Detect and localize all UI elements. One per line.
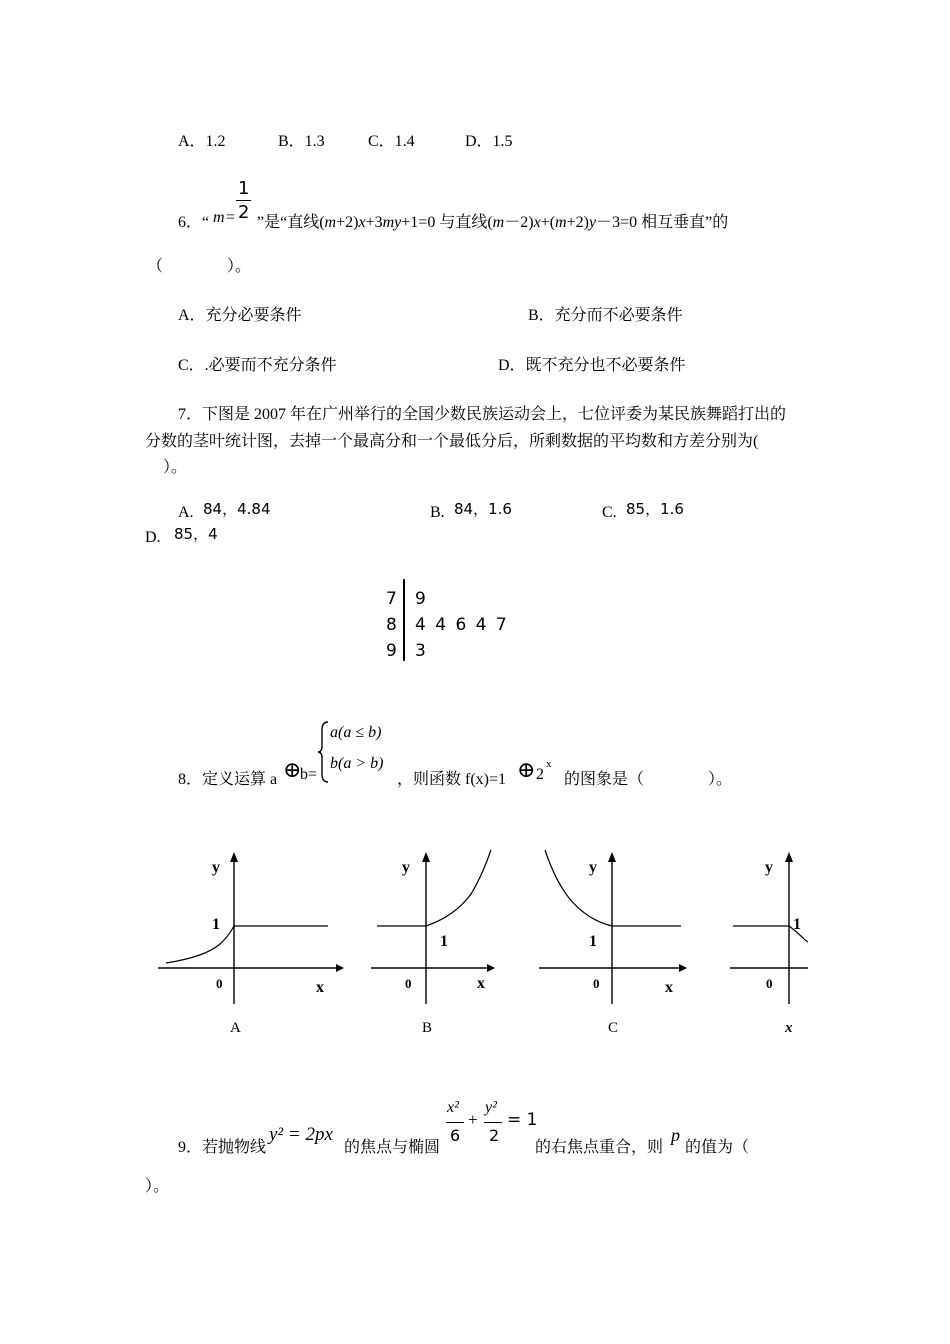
ellipse-rhs: = 1 [507, 1110, 538, 1130]
q8-middle: ，则函数 f(x)=1 [397, 771, 507, 788]
q7-option-b-value: 84，1.6 [454, 500, 512, 518]
q8-prefix: 8．定义运算 a [178, 771, 278, 788]
origin-label: 0 [766, 976, 773, 991]
stem-value: 8 [386, 615, 397, 635]
q6-option-c: C．.必要而不充分条件 [178, 357, 337, 374]
x-axis-arrow-icon [336, 964, 344, 972]
q6-option-a: A．充分必要条件 [178, 307, 302, 324]
stem-column [386, 586, 396, 664]
graph-label: A [230, 1020, 241, 1036]
graph-label: B [422, 1020, 433, 1036]
q7-option-c-letter: C. [602, 504, 617, 521]
parabola-equation: y² = 2px [269, 1124, 333, 1145]
value-one-label: 1 [440, 933, 448, 950]
q8-exponent: x [546, 758, 552, 770]
q8-suffix: 的图象是（ ）。 [564, 771, 733, 788]
function-curve [166, 926, 328, 963]
x-axis-label: x [665, 979, 673, 996]
y-axis-arrow-icon [785, 852, 793, 862]
ellipse-term-1-bar [446, 1122, 464, 1123]
q7-option-c-value: 85，1.6 [626, 500, 684, 518]
q7-option-a-letter: A. [178, 504, 194, 521]
origin-label: 0 [405, 976, 412, 991]
q5-option-d: D．1.5 [465, 133, 513, 150]
graph-option-d [725, 840, 808, 1040]
q9-suffix-2: 的值为（ [685, 1139, 750, 1156]
value-one-label: 1 [589, 933, 597, 950]
graph-option-a [150, 840, 350, 1040]
q5-option-c: C．1.4 [368, 133, 415, 150]
value-one-label: 1 [212, 916, 220, 933]
oplus-symbol: ⊕ [283, 757, 302, 782]
variable-p: p [671, 1125, 680, 1145]
q8-b-equals: b= [300, 766, 318, 783]
oplus-symbol: ⊕ [517, 757, 536, 782]
q6-number: 6．“ [178, 214, 210, 231]
q7-option-d-value: 85，4 [174, 525, 218, 543]
origin-label: 0 [593, 976, 600, 991]
q7-option-d-letter: D. [145, 529, 161, 546]
q5-option-b: B．1.3 [278, 133, 325, 150]
ellipse-term-2-bar [484, 1122, 502, 1123]
ellipse-term-1-denominator: 6 [450, 1126, 461, 1145]
ellipse-plus: + [468, 1110, 478, 1129]
q7-line-2: 分数的茎叶统计图，去掉一个最高分和一个最低分后，所剩数据的平均数和方差分别为( [145, 433, 759, 450]
y-axis-label: y [765, 859, 773, 876]
ellipse-term-2-denominator: 2 [489, 1126, 500, 1145]
ellipse-term-1-numerator: x² [447, 1099, 459, 1116]
y-axis-arrow-icon [422, 852, 430, 862]
piecewise-case-2: b(a > b) [330, 755, 384, 772]
q6-fraction-denominator: 2 [238, 202, 250, 223]
stem-leaf-divider [403, 579, 405, 661]
q7-line-3: ）。 [147, 459, 188, 476]
leaf-row: 9 [415, 589, 426, 609]
graph-label: x [785, 1020, 793, 1036]
graph-label: C [608, 1020, 619, 1036]
q9-prefix: 9．若抛物线 [178, 1139, 267, 1156]
q6-equals: = [226, 209, 236, 226]
q6-fraction-bar [236, 200, 251, 201]
function-curve [377, 850, 491, 926]
x-axis-arrow-icon [679, 964, 687, 972]
leaf-column [415, 586, 507, 664]
stem-value: 9 [386, 641, 397, 661]
q5-option-a: A．1.2 [178, 133, 226, 150]
q7-option-a-value: 84，4.84 [203, 500, 271, 518]
q8-base-two: 2 [536, 766, 544, 783]
q6-option-d: D．既不充分也不必要条件 [498, 357, 686, 374]
q6-option-b: B．充分而不必要条件 [528, 307, 683, 324]
q9-suffix: 的右焦点重合，则 [535, 1139, 664, 1156]
y-axis-label: y [589, 859, 597, 876]
q6-fraction-numerator: 1 [238, 178, 250, 199]
q6-answer-blank: （ ）。 [147, 258, 252, 275]
q9-line-2: ）。 [145, 1178, 170, 1195]
y-axis-label: y [402, 859, 410, 876]
q9-middle: 的焦点与椭圆 [344, 1139, 441, 1156]
stem-value: 7 [386, 589, 397, 609]
piecewise-case-1: a(a ≤ b) [330, 724, 382, 741]
y-axis-arrow-icon [230, 852, 238, 862]
x-axis-label: x [316, 979, 324, 996]
q6-stem-text: ”是“直线(m+2)x+3my+1=0 与直线(m－2)x+(m+2)y－3=0 相互垂直”的 [257, 214, 729, 231]
value-one-label: 1 [793, 916, 801, 933]
q7-option-b-letter: B. [430, 504, 445, 521]
leaf-row: 3 [415, 641, 426, 661]
q7-line-1: 7．下图是 2007 年在广州举行的全国少数民族运动会上，七位评委为某民族舞蹈打出的 [178, 406, 787, 423]
y-axis-arrow-icon [608, 852, 616, 862]
graph-option-b [365, 840, 505, 1040]
graph-option-c [535, 840, 695, 1040]
x-axis-arrow-icon [487, 964, 495, 972]
q6-m-variable: m [213, 209, 225, 226]
origin-label: 0 [216, 976, 223, 991]
y-axis-label: y [212, 859, 220, 876]
piecewise-brace [318, 720, 330, 784]
ellipse-term-2-numerator: y² [485, 1099, 497, 1116]
leaf-row: 4 4 6 4 7 [415, 615, 507, 635]
x-axis-label: x [477, 975, 485, 992]
